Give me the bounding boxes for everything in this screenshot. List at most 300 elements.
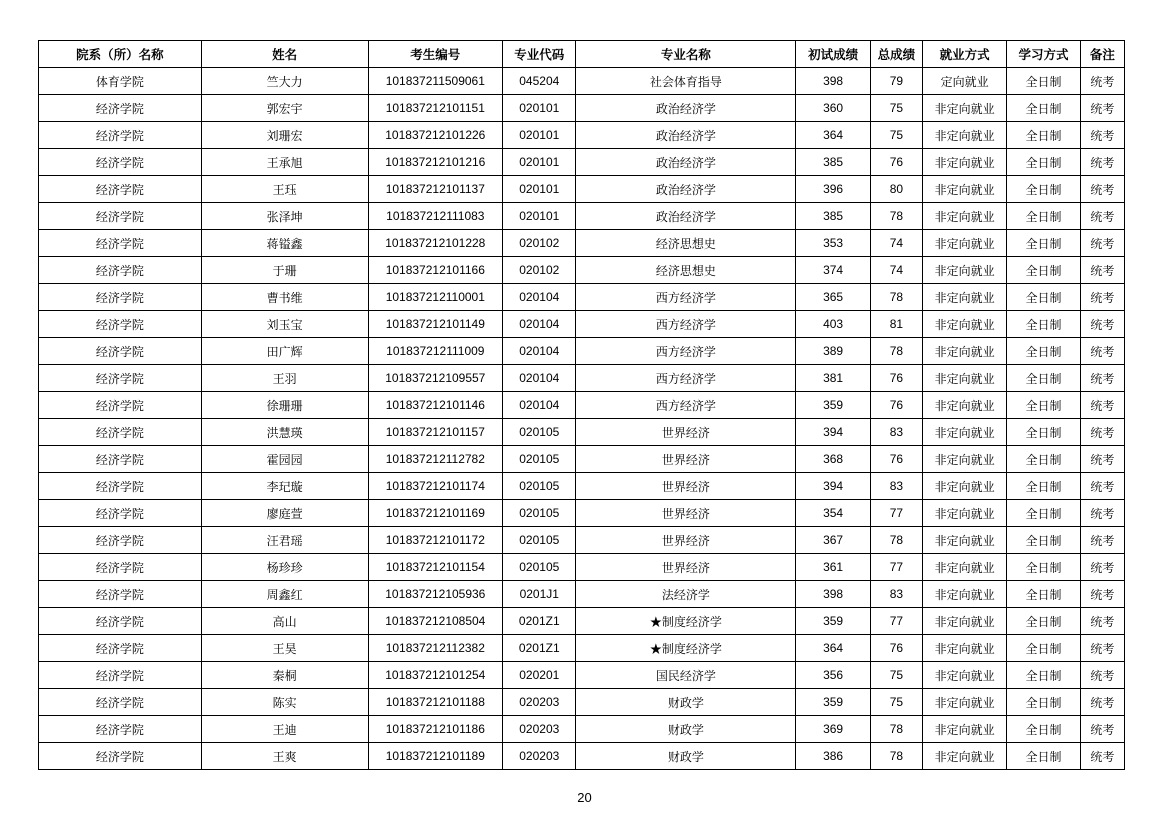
cell-name: 李玘璇 (201, 473, 368, 500)
cell-total-score: 75 (870, 122, 922, 149)
cell-major-code: 020105 (503, 473, 576, 500)
cell-initial-score: 361 (796, 554, 870, 581)
cell-candidate-id: 101837212101216 (368, 149, 503, 176)
cell-remarks: 统考 (1080, 149, 1124, 176)
cell-department: 体育学院 (39, 68, 202, 95)
cell-employment-type: 非定向就业 (923, 419, 1007, 446)
cell-initial-score: 364 (796, 122, 870, 149)
cell-study-mode: 全日制 (1007, 68, 1080, 95)
cell-initial-score: 385 (796, 149, 870, 176)
cell-department: 经济学院 (39, 338, 202, 365)
cell-total-score: 79 (870, 68, 922, 95)
cell-name: 竺大力 (201, 68, 368, 95)
table-row (39, 122, 1125, 149)
header-total-score: 总成绩 (870, 41, 922, 68)
cell-remarks: 统考 (1080, 689, 1124, 716)
cell-remarks: 统考 (1080, 554, 1124, 581)
cell-major-code: 0201Z1 (503, 635, 576, 662)
cell-remarks: 统考 (1080, 527, 1124, 554)
cell-major-name: 财政学 (576, 689, 796, 716)
header-major-name: 专业名称 (576, 41, 796, 68)
page-number: 20 (577, 790, 592, 805)
cell-initial-score: 365 (796, 284, 870, 311)
header-department: 院系（所）名称 (39, 41, 202, 68)
table-row (39, 311, 1125, 338)
cell-major-name: 世界经济 (576, 527, 796, 554)
cell-major-code: 020104 (503, 311, 576, 338)
cell-department: 经济学院 (39, 203, 202, 230)
table-row (39, 446, 1125, 473)
cell-study-mode: 全日制 (1007, 203, 1080, 230)
cell-study-mode: 全日制 (1007, 527, 1080, 554)
cell-department: 经济学院 (39, 257, 202, 284)
cell-study-mode: 全日制 (1007, 635, 1080, 662)
cell-candidate-id: 101837212101154 (368, 554, 503, 581)
cell-major-code: 0201Z1 (503, 608, 576, 635)
cell-major-name: 世界经济 (576, 419, 796, 446)
cell-major-code: 020203 (503, 689, 576, 716)
cell-major-code: 020105 (503, 500, 576, 527)
table-row (39, 419, 1125, 446)
cell-total-score: 75 (870, 662, 922, 689)
table-row (39, 500, 1125, 527)
cell-employment-type: 非定向就业 (923, 122, 1007, 149)
cell-total-score: 78 (870, 284, 922, 311)
cell-major-code: 020105 (503, 554, 576, 581)
cell-candidate-id: 101837212110001 (368, 284, 503, 311)
cell-major-name: 经济思想史 (576, 230, 796, 257)
cell-department: 经济学院 (39, 716, 202, 743)
cell-initial-score: 374 (796, 257, 870, 284)
cell-employment-type: 定向就业 (923, 68, 1007, 95)
cell-major-code: 020104 (503, 284, 576, 311)
cell-candidate-id: 101837212112782 (368, 446, 503, 473)
cell-remarks: 统考 (1080, 122, 1124, 149)
table-row (39, 527, 1125, 554)
cell-initial-score: 381 (796, 365, 870, 392)
cell-total-score: 77 (870, 554, 922, 581)
cell-study-mode: 全日制 (1007, 473, 1080, 500)
cell-candidate-id: 101837212101149 (368, 311, 503, 338)
cell-department: 经济学院 (39, 392, 202, 419)
cell-major-code: 020201 (503, 662, 576, 689)
cell-employment-type: 非定向就业 (923, 311, 1007, 338)
cell-name: 杨珍珍 (201, 554, 368, 581)
cell-study-mode: 全日制 (1007, 122, 1080, 149)
cell-initial-score: 403 (796, 311, 870, 338)
cell-major-name: 政治经济学 (576, 122, 796, 149)
cell-department: 经济学院 (39, 473, 202, 500)
table-row (39, 257, 1125, 284)
cell-employment-type: 非定向就业 (923, 176, 1007, 203)
cell-remarks: 统考 (1080, 311, 1124, 338)
header-study-mode: 学习方式 (1007, 41, 1080, 68)
cell-department: 经济学院 (39, 176, 202, 203)
cell-major-code: 020105 (503, 446, 576, 473)
cell-study-mode: 全日制 (1007, 284, 1080, 311)
cell-major-name: 政治经济学 (576, 203, 796, 230)
cell-study-mode: 全日制 (1007, 608, 1080, 635)
cell-candidate-id: 101837212101254 (368, 662, 503, 689)
cell-major-code: 020104 (503, 338, 576, 365)
cell-initial-score: 394 (796, 473, 870, 500)
cell-remarks: 统考 (1080, 392, 1124, 419)
cell-employment-type: 非定向就业 (923, 149, 1007, 176)
cell-initial-score: 359 (796, 392, 870, 419)
cell-employment-type: 非定向就业 (923, 392, 1007, 419)
cell-department: 经济学院 (39, 554, 202, 581)
cell-study-mode: 全日制 (1007, 257, 1080, 284)
cell-name: 王迪 (201, 716, 368, 743)
cell-name: 廖庭萱 (201, 500, 368, 527)
cell-department: 经济学院 (39, 662, 202, 689)
cell-employment-type: 非定向就业 (923, 743, 1007, 770)
cell-name: 霍园园 (201, 446, 368, 473)
cell-study-mode: 全日制 (1007, 689, 1080, 716)
table-row (39, 716, 1125, 743)
cell-department: 经济学院 (39, 689, 202, 716)
cell-name: 王珏 (201, 176, 368, 203)
cell-initial-score: 396 (796, 176, 870, 203)
admission-table (38, 40, 1125, 770)
cell-employment-type: 非定向就业 (923, 581, 1007, 608)
header-employment-type: 就业方式 (923, 41, 1007, 68)
cell-initial-score: 354 (796, 500, 870, 527)
cell-major-code: 020101 (503, 122, 576, 149)
cell-employment-type: 非定向就业 (923, 257, 1007, 284)
cell-name: 于珊 (201, 257, 368, 284)
cell-total-score: 76 (870, 365, 922, 392)
cell-remarks: 统考 (1080, 203, 1124, 230)
table-row (39, 662, 1125, 689)
cell-remarks: 统考 (1080, 257, 1124, 284)
cell-employment-type: 非定向就业 (923, 473, 1007, 500)
cell-remarks: 统考 (1080, 500, 1124, 527)
cell-employment-type: 非定向就业 (923, 527, 1007, 554)
cell-candidate-id: 101837212101166 (368, 257, 503, 284)
table-row (39, 284, 1125, 311)
cell-remarks: 统考 (1080, 68, 1124, 95)
cell-major-name: 国民经济学 (576, 662, 796, 689)
cell-candidate-id: 101837212112382 (368, 635, 503, 662)
table-row (39, 338, 1125, 365)
cell-initial-score: 359 (796, 608, 870, 635)
cell-candidate-id: 101837212101174 (368, 473, 503, 500)
cell-remarks: 统考 (1080, 365, 1124, 392)
cell-department: 经济学院 (39, 95, 202, 122)
table-row (39, 608, 1125, 635)
cell-employment-type: 非定向就业 (923, 203, 1007, 230)
cell-total-score: 75 (870, 95, 922, 122)
cell-department: 经济学院 (39, 284, 202, 311)
header-name: 姓名 (201, 41, 368, 68)
cell-major-code: 020102 (503, 230, 576, 257)
cell-major-code: 020105 (503, 527, 576, 554)
cell-major-code: 0201J1 (503, 581, 576, 608)
table-row (39, 365, 1125, 392)
cell-department: 经济学院 (39, 419, 202, 446)
cell-name: 刘珊宏 (201, 122, 368, 149)
cell-major-name: 西方经济学 (576, 392, 796, 419)
cell-department: 经济学院 (39, 122, 202, 149)
cell-candidate-id: 101837212101228 (368, 230, 503, 257)
cell-major-code: 020203 (503, 716, 576, 743)
cell-department: 经济学院 (39, 743, 202, 770)
cell-remarks: 统考 (1080, 473, 1124, 500)
cell-department: 经济学院 (39, 230, 202, 257)
cell-major-name: 经济思想史 (576, 257, 796, 284)
cell-major-code: 020101 (503, 149, 576, 176)
cell-candidate-id: 101837212101188 (368, 689, 503, 716)
cell-total-score: 76 (870, 635, 922, 662)
cell-initial-score: 398 (796, 68, 870, 95)
cell-study-mode: 全日制 (1007, 581, 1080, 608)
cell-total-score: 74 (870, 230, 922, 257)
cell-major-name: 西方经济学 (576, 284, 796, 311)
cell-employment-type: 非定向就业 (923, 284, 1007, 311)
cell-major-name: 政治经济学 (576, 149, 796, 176)
cell-total-score: 76 (870, 149, 922, 176)
cell-candidate-id: 101837212111083 (368, 203, 503, 230)
table-header-row (39, 41, 1125, 68)
cell-remarks: 统考 (1080, 338, 1124, 365)
table-row (39, 473, 1125, 500)
cell-total-score: 81 (870, 311, 922, 338)
cell-major-name: 世界经济 (576, 446, 796, 473)
cell-candidate-id: 101837212109557 (368, 365, 503, 392)
cell-name: 王承旭 (201, 149, 368, 176)
cell-initial-score: 368 (796, 446, 870, 473)
cell-total-score: 75 (870, 689, 922, 716)
cell-study-mode: 全日制 (1007, 392, 1080, 419)
cell-total-score: 74 (870, 257, 922, 284)
cell-initial-score: 394 (796, 419, 870, 446)
cell-initial-score: 360 (796, 95, 870, 122)
table-row (39, 95, 1125, 122)
cell-candidate-id: 101837212111009 (368, 338, 503, 365)
cell-total-score: 83 (870, 473, 922, 500)
cell-candidate-id: 101837212101186 (368, 716, 503, 743)
header-remarks: 备注 (1080, 41, 1124, 68)
cell-total-score: 78 (870, 743, 922, 770)
cell-initial-score: 359 (796, 689, 870, 716)
cell-department: 经济学院 (39, 500, 202, 527)
cell-employment-type: 非定向就业 (923, 500, 1007, 527)
cell-major-name: ★制度经济学 (576, 608, 796, 635)
cell-initial-score: 386 (796, 743, 870, 770)
cell-major-name: 政治经济学 (576, 176, 796, 203)
table-row (39, 230, 1125, 257)
cell-remarks: 统考 (1080, 95, 1124, 122)
cell-major-code: 020104 (503, 365, 576, 392)
cell-major-code: 020101 (503, 203, 576, 230)
cell-study-mode: 全日制 (1007, 149, 1080, 176)
table-row (39, 68, 1125, 95)
cell-study-mode: 全日制 (1007, 716, 1080, 743)
cell-candidate-id: 101837212101189 (368, 743, 503, 770)
cell-total-score: 83 (870, 581, 922, 608)
cell-major-name: 西方经济学 (576, 365, 796, 392)
cell-department: 经济学院 (39, 149, 202, 176)
cell-initial-score: 385 (796, 203, 870, 230)
cell-major-code: 020105 (503, 419, 576, 446)
cell-initial-score: 367 (796, 527, 870, 554)
cell-employment-type: 非定向就业 (923, 338, 1007, 365)
cell-total-score: 76 (870, 392, 922, 419)
cell-study-mode: 全日制 (1007, 338, 1080, 365)
cell-name: 秦桐 (201, 662, 368, 689)
cell-major-name: 西方经济学 (576, 311, 796, 338)
cell-major-name: 社会体育指导 (576, 68, 796, 95)
cell-employment-type: 非定向就业 (923, 95, 1007, 122)
cell-total-score: 78 (870, 527, 922, 554)
cell-candidate-id: 101837212101169 (368, 500, 503, 527)
cell-name: 郭宏宇 (201, 95, 368, 122)
cell-major-name: 西方经济学 (576, 338, 796, 365)
table-row (39, 689, 1125, 716)
cell-employment-type: 非定向就业 (923, 608, 1007, 635)
cell-employment-type: 非定向就业 (923, 446, 1007, 473)
cell-initial-score: 356 (796, 662, 870, 689)
cell-name: 曹书维 (201, 284, 368, 311)
table-row (39, 149, 1125, 176)
cell-study-mode: 全日制 (1007, 554, 1080, 581)
cell-study-mode: 全日制 (1007, 500, 1080, 527)
cell-study-mode: 全日制 (1007, 662, 1080, 689)
header-major-code: 专业代码 (503, 41, 576, 68)
cell-study-mode: 全日制 (1007, 230, 1080, 257)
cell-department: 经济学院 (39, 608, 202, 635)
cell-department: 经济学院 (39, 635, 202, 662)
cell-remarks: 统考 (1080, 284, 1124, 311)
cell-study-mode: 全日制 (1007, 95, 1080, 122)
cell-major-name: 法经济学 (576, 581, 796, 608)
cell-major-code: 045204 (503, 68, 576, 95)
cell-candidate-id: 101837212101146 (368, 392, 503, 419)
cell-major-code: 020104 (503, 392, 576, 419)
cell-candidate-id: 101837212101172 (368, 527, 503, 554)
cell-total-score: 76 (870, 446, 922, 473)
cell-remarks: 统考 (1080, 662, 1124, 689)
cell-remarks: 统考 (1080, 743, 1124, 770)
cell-department: 经济学院 (39, 581, 202, 608)
cell-candidate-id: 101837212105936 (368, 581, 503, 608)
cell-remarks: 统考 (1080, 581, 1124, 608)
cell-employment-type: 非定向就业 (923, 554, 1007, 581)
cell-major-name: 世界经济 (576, 500, 796, 527)
cell-employment-type: 非定向就业 (923, 635, 1007, 662)
cell-name: 洪慧瑛 (201, 419, 368, 446)
cell-name: 田广辉 (201, 338, 368, 365)
cell-name: 王羽 (201, 365, 368, 392)
cell-candidate-id: 101837212101157 (368, 419, 503, 446)
cell-major-name: 世界经济 (576, 554, 796, 581)
cell-major-name: 财政学 (576, 716, 796, 743)
cell-employment-type: 非定向就业 (923, 365, 1007, 392)
cell-major-name: ★制度经济学 (576, 635, 796, 662)
table-row (39, 581, 1125, 608)
cell-candidate-id: 101837212108504 (368, 608, 503, 635)
cell-department: 经济学院 (39, 365, 202, 392)
table-row (39, 203, 1125, 230)
cell-name: 汪君瑶 (201, 527, 368, 554)
cell-initial-score: 389 (796, 338, 870, 365)
cell-employment-type: 非定向就业 (923, 662, 1007, 689)
header-candidate-id: 考生编号 (368, 41, 503, 68)
cell-department: 经济学院 (39, 311, 202, 338)
cell-total-score: 77 (870, 608, 922, 635)
cell-study-mode: 全日制 (1007, 419, 1080, 446)
cell-employment-type: 非定向就业 (923, 689, 1007, 716)
cell-candidate-id: 101837211509061 (368, 68, 503, 95)
cell-name: 周鑫红 (201, 581, 368, 608)
header-initial-score: 初试成绩 (796, 41, 870, 68)
cell-total-score: 77 (870, 500, 922, 527)
cell-name: 王昊 (201, 635, 368, 662)
cell-remarks: 统考 (1080, 716, 1124, 743)
cell-initial-score: 364 (796, 635, 870, 662)
cell-candidate-id: 101837212101151 (368, 95, 503, 122)
cell-study-mode: 全日制 (1007, 365, 1080, 392)
cell-name: 高山 (201, 608, 368, 635)
table-row (39, 392, 1125, 419)
cell-name: 王爽 (201, 743, 368, 770)
cell-employment-type: 非定向就业 (923, 716, 1007, 743)
cell-major-code: 020102 (503, 257, 576, 284)
cell-remarks: 统考 (1080, 635, 1124, 662)
table-body (39, 68, 1125, 770)
cell-total-score: 83 (870, 419, 922, 446)
cell-department: 经济学院 (39, 527, 202, 554)
cell-name: 徐珊珊 (201, 392, 368, 419)
cell-major-code: 020203 (503, 743, 576, 770)
cell-candidate-id: 101837212101137 (368, 176, 503, 203)
cell-initial-score: 398 (796, 581, 870, 608)
table-row (39, 176, 1125, 203)
cell-total-score: 78 (870, 203, 922, 230)
cell-major-name: 政治经济学 (576, 95, 796, 122)
cell-total-score: 80 (870, 176, 922, 203)
cell-study-mode: 全日制 (1007, 176, 1080, 203)
cell-remarks: 统考 (1080, 230, 1124, 257)
cell-employment-type: 非定向就业 (923, 230, 1007, 257)
cell-initial-score: 353 (796, 230, 870, 257)
cell-study-mode: 全日制 (1007, 743, 1080, 770)
cell-initial-score: 369 (796, 716, 870, 743)
table-row (39, 743, 1125, 770)
cell-total-score: 78 (870, 338, 922, 365)
cell-remarks: 统考 (1080, 446, 1124, 473)
cell-department: 经济学院 (39, 446, 202, 473)
cell-remarks: 统考 (1080, 419, 1124, 446)
table-row (39, 554, 1125, 581)
cell-study-mode: 全日制 (1007, 311, 1080, 338)
cell-major-name: 财政学 (576, 743, 796, 770)
table-row (39, 635, 1125, 662)
cell-study-mode: 全日制 (1007, 446, 1080, 473)
cell-total-score: 78 (870, 716, 922, 743)
cell-major-code: 020101 (503, 95, 576, 122)
cell-name: 陈实 (201, 689, 368, 716)
cell-name: 张泽坤 (201, 203, 368, 230)
cell-candidate-id: 101837212101226 (368, 122, 503, 149)
cell-name: 刘玉宝 (201, 311, 368, 338)
cell-major-code: 020101 (503, 176, 576, 203)
cell-remarks: 统考 (1080, 608, 1124, 635)
cell-major-name: 世界经济 (576, 473, 796, 500)
cell-remarks: 统考 (1080, 176, 1124, 203)
cell-name: 蒋镒鑫 (201, 230, 368, 257)
